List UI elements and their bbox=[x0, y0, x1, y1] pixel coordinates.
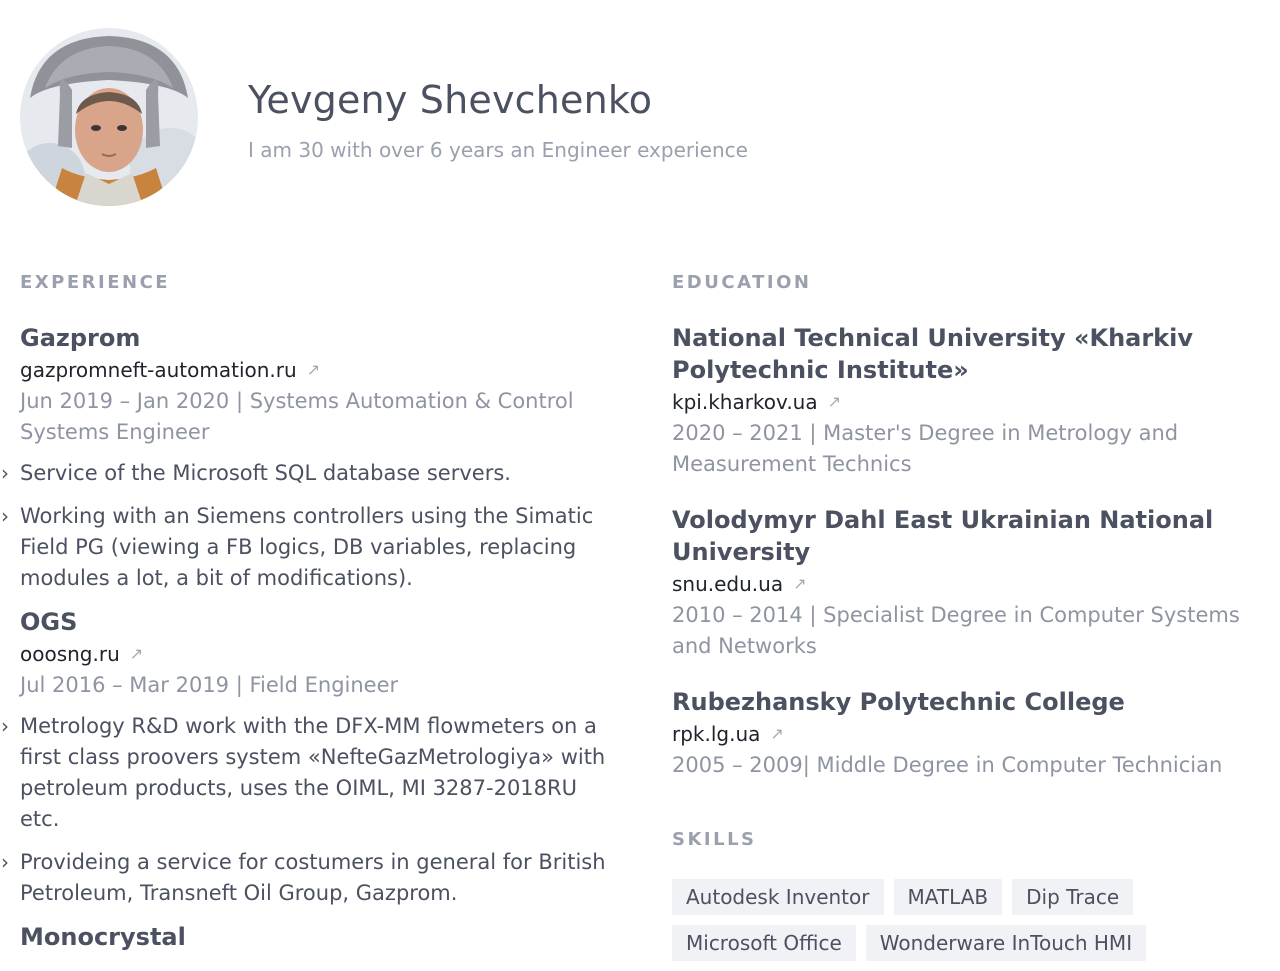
school-name: Rubezhansky Polytechnic College bbox=[672, 688, 1125, 716]
list-item: › Service of the Microsoft SQL database servers. bbox=[20, 458, 620, 489]
experience-section-title: EXPERIENCE bbox=[20, 272, 171, 293]
experience-column bbox=[1, 272, 620, 971]
external-link-icon[interactable]: ↗ bbox=[306, 360, 321, 379]
school-link[interactable]: rpk.lg.ua bbox=[672, 722, 761, 746]
skills-section-title: SKILLS bbox=[672, 829, 757, 850]
skill-tag: MATLAB bbox=[894, 879, 1003, 915]
education-entry bbox=[672, 322, 1272, 480]
chevron-right-icon: › bbox=[1, 714, 9, 738]
school-link[interactable]: snu.edu.ua bbox=[672, 572, 784, 596]
profile-tagline: I am 30 with over 6 years an Engineer experience bbox=[248, 138, 748, 162]
company-name: Monocrystal bbox=[20, 923, 186, 951]
experience-entry bbox=[1, 322, 620, 594]
skill-tag: Wonderware InTouch HMI bbox=[866, 925, 1146, 961]
experience-entry bbox=[20, 921, 620, 953]
company-link[interactable]: ooosng.ru bbox=[20, 642, 120, 666]
skill-tag: Autodesk Inventor bbox=[672, 879, 884, 915]
education-meta: 2010 – 2014 | Specialist Degree in Computer Systems and Networks bbox=[672, 603, 1240, 658]
chevron-right-icon: › bbox=[1, 504, 9, 528]
chevron-right-icon: › bbox=[1, 850, 9, 874]
experience-bullets bbox=[1, 711, 620, 909]
education-entry bbox=[672, 504, 1272, 662]
education-section-title: EDUCATION bbox=[672, 272, 812, 293]
school-name: Volodymyr Dahl East Ukrainian National University bbox=[672, 506, 1214, 566]
avatar bbox=[20, 28, 198, 206]
school-link[interactable]: kpi.kharkov.ua bbox=[672, 390, 818, 414]
list-item: › Provideing a service for costumers in general for British Petroleum, Transneft Oil Group, Gazprom. bbox=[20, 847, 620, 909]
external-link-icon[interactable]: ↗ bbox=[827, 392, 842, 411]
external-link-icon[interactable]: ↗ bbox=[770, 724, 784, 743]
education-meta: 2005 – 2009| Middle Degree in Computer Technician bbox=[672, 753, 1223, 777]
chevron-right-icon: › bbox=[1, 461, 9, 485]
profile-header bbox=[20, 28, 1260, 208]
experience-meta: Jun 2019 – Jan 2020 | Systems Automation & Control Systems Engineer bbox=[20, 389, 574, 444]
list-item: › Metrology R&D work with the DFX-MM flowmeters on a first class proovers system «NefteGazMetrologiya» with petroleum products, uses the OIML, MI 3287-2018RU etc. bbox=[20, 711, 620, 835]
skill-tag: Microsoft Office bbox=[672, 925, 856, 961]
experience-meta: Jul 2016 – Mar 2019 | Field Engineer bbox=[20, 673, 399, 697]
external-link-icon[interactable]: ↗ bbox=[129, 644, 144, 663]
profile-name: Yevgeny Shevchenko bbox=[248, 78, 653, 122]
company-name: Gazprom bbox=[20, 324, 141, 352]
experience-entry bbox=[1, 606, 620, 909]
external-link-icon[interactable]: ↗ bbox=[793, 574, 807, 593]
education-column bbox=[672, 272, 1272, 961]
list-item: › Working with an Siemens controllers using the Simatic Field PG (viewing a FB logics, DB variables, replacing modules a lot, a bit of modifications). bbox=[20, 501, 620, 594]
company-link[interactable]: gazpromneft-automation.ru bbox=[20, 358, 297, 382]
company-name: OGS bbox=[20, 608, 78, 636]
education-meta: 2020 – 2021 | Master's Degree in Metrology and Measurement Technics bbox=[672, 421, 1179, 476]
education-entry bbox=[672, 686, 1272, 781]
skills-list bbox=[672, 879, 1192, 961]
experience-bullets bbox=[1, 458, 620, 594]
school-name: National Technical University «Kharkiv Polytechnic Institute» bbox=[672, 324, 1194, 384]
skill-tag: Dip Trace bbox=[1012, 879, 1133, 915]
